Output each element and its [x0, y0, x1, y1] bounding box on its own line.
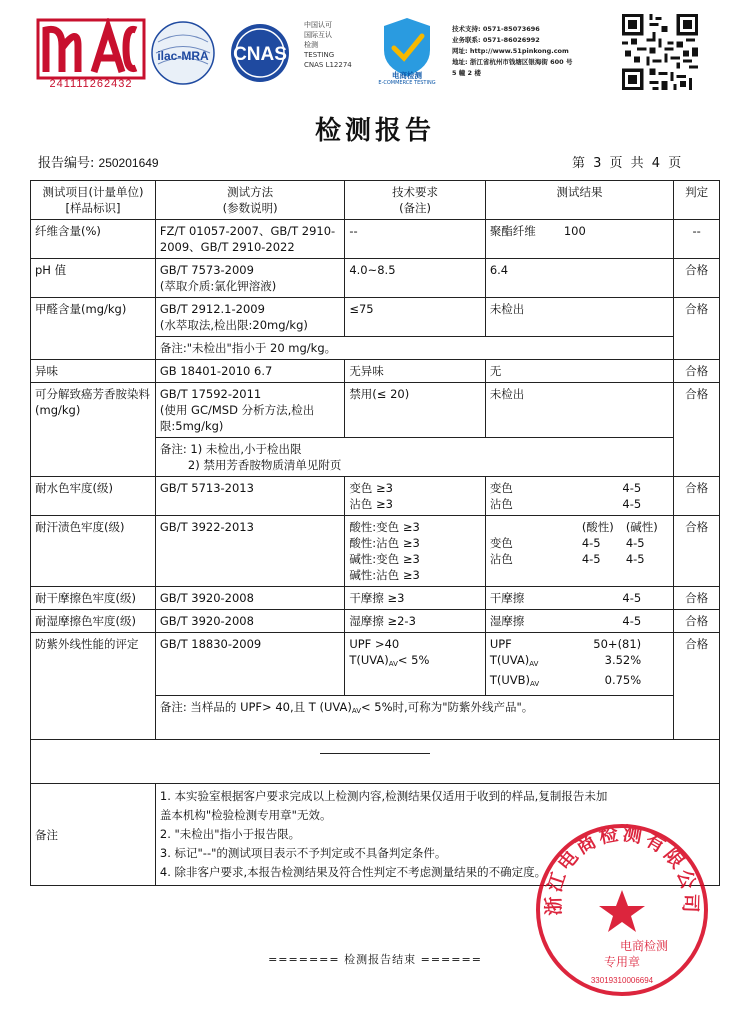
header-judgement: 判定: [674, 181, 720, 220]
method-dry-rub: GB/T 3920-2008: [155, 587, 344, 610]
method-odor: GB 18401-2010 6.7: [155, 360, 344, 383]
ecommerce-label: 电商检测: [392, 71, 422, 80]
table-row: [31, 220, 720, 259]
method-azo: GB/T 17592-2011 (使用 GC/MSD 分析方法,检出限:5mg/kg): [155, 383, 344, 438]
req-formaldehyde: ≤75: [345, 298, 486, 337]
req-dry-rub: 干摩擦 ≥3: [345, 587, 486, 610]
item-ph: pH 值: [31, 259, 156, 298]
table-row: [31, 610, 720, 633]
item-fiber: 纤维含量(%): [31, 220, 156, 259]
method-formaldehyde: GB/T 2912.1-2009 (水萃取法,检出限:20mg/kg): [155, 298, 344, 337]
item-water: 耐水色牢度(级): [31, 477, 156, 516]
header-item: 测试项目(计量单位) [样品标识]: [31, 181, 156, 220]
note-azo: 备注: 1) 未检出,小于检出限 2) 禁用芳香胺物质清单见附页: [155, 438, 673, 477]
req-fiber: --: [345, 220, 486, 259]
ilac-mra-logo: [150, 20, 216, 86]
note-formaldehyde: 备注:"未检出"指小于 20 mg/kg。: [155, 337, 673, 360]
req-odor: 无异味: [345, 360, 486, 383]
table-row: [31, 740, 720, 784]
table-row: [31, 633, 720, 696]
req-wet-rub: 湿摩擦 ≥2-3: [345, 610, 486, 633]
result-formaldehyde: 未检出: [485, 298, 673, 337]
result-dry-rub: 干摩擦 4-5: [485, 587, 673, 610]
result-wet-rub: 湿摩擦 4-5: [485, 610, 673, 633]
table-row: [31, 516, 720, 587]
table-row: [31, 259, 720, 298]
result-uv: UPF 50+(81) $T(UVA)_{AV}$ 3.52% $T(UVB)_{AV}$ 0.75%: [485, 633, 673, 696]
judge-fiber: --: [674, 220, 720, 259]
table-row: [31, 298, 720, 337]
item-odor: 异味: [31, 360, 156, 383]
table-header-row: [31, 181, 720, 220]
judge-azo: 合格: [674, 383, 720, 477]
judge-odor: 合格: [674, 360, 720, 383]
report-end-line: ======= 检测报告结束 ======: [268, 953, 482, 966]
method-water: GB/T 5713-2013: [155, 477, 344, 516]
table-row: [31, 477, 720, 516]
req-perspiration: 酸性:变色 ≥3 酸性:沾色 ≥3 碱性:变色 ≥3 碱性:沾色 ≥3: [345, 516, 486, 587]
result-odor: 无: [485, 360, 673, 383]
cma-code: 241111262432: [49, 78, 133, 90]
judge-perspiration: 合格: [674, 516, 720, 587]
judge-dry-rub: 合格: [674, 587, 720, 610]
req-azo: 禁用(≤ 20): [345, 383, 486, 438]
qr-code-icon[interactable]: [622, 14, 698, 90]
result-fiber: 聚酯纤维 100: [485, 220, 673, 259]
report-title: 检测报告: [314, 116, 435, 146]
judge-formaldehyde: 合格: [674, 298, 720, 360]
judge-uv: 合格: [674, 633, 720, 740]
judge-ph: 合格: [674, 259, 720, 298]
item-perspiration: 耐汗渍色牢度(级): [31, 516, 156, 587]
report-header: [0, 0, 750, 110]
req-uv: UPF >40 $T(UVA)_{AV}< 5\%$: [345, 633, 486, 696]
req-ph: 4.0~8.5: [345, 259, 486, 298]
header-requirement: 技术要求 (备注): [345, 181, 486, 220]
item-uv: 防紫外线性能的评定: [31, 633, 156, 740]
svg-text:浙江电商检测有限公司: 浙江电商检测有限公司: [542, 822, 702, 916]
note-uv: 备注: 当样品的 UPF> 40,且 T $(UVA)_{AV}< 5\%$时,可称为"防紫外线产品"。: [155, 696, 673, 740]
blank-divider-row: [31, 740, 720, 784]
page-info: 第 3 页 共 4 页: [572, 156, 684, 171]
judge-water: 合格: [674, 477, 720, 516]
method-perspiration: GB/T 3922-2013: [155, 516, 344, 587]
item-formaldehyde: 甲醛含量(mg/kg): [31, 298, 156, 360]
table-row: [31, 360, 720, 383]
method-ph: GB/T 7573-2009 (萃取介质:氯化钾溶液): [155, 259, 344, 298]
method-wet-rub: GB/T 3920-2008: [155, 610, 344, 633]
svg-text:33019310006694: 33019310006694: [590, 976, 654, 985]
item-wet-rub: 耐湿摩擦色牢度(级): [31, 610, 156, 633]
header-result: 测试结果: [485, 181, 673, 220]
cnas-text: 中国认可 国际互认 检测 TESTING CNAS L12274: [304, 21, 352, 69]
company-seal-stamp: [532, 820, 712, 1000]
table-row: [31, 587, 720, 610]
result-water: 变色 4-5 沾色 4-5: [485, 477, 673, 516]
req-water: 变色 ≥3 沾色 ≥3: [345, 477, 486, 516]
report-number: 报告编号: 250201649: [38, 156, 159, 171]
remarks-content: 1. 本实验室根据客户要求完成以上检测内容,检测结果仅适用于收到的样品,复制报告未加 盖本机构"检验检测专用章"无效。 2. "未检出"指小于报告限。 3. 标记"--"的测试项目表示不予判定或不具备判定条件。 4. 除非客户要求,本报告检测结果及符合性判定不考虑测量结果的不确定度。: [155, 784, 719, 886]
item-azo: 可分解致癌芳香胺染料(mg/kg): [31, 383, 156, 477]
test-results-table: [30, 180, 720, 886]
result-azo: 未检出: [485, 383, 673, 438]
svg-text:电商检测: 电商检测: [619, 939, 669, 953]
svg-text:CNAS: CNAS: [233, 44, 287, 65]
svg-text:专用章: 专用章: [603, 955, 641, 969]
remarks-label: 备注: [31, 784, 156, 886]
ecommerce-sub: E-COMMERCE TESTING: [378, 80, 436, 86]
judge-wet-rub: 合格: [674, 610, 720, 633]
header-method: 测试方法 (参数说明): [155, 181, 344, 220]
cnas-logo: [220, 22, 300, 84]
result-perspiration: (酸性) (碱性) 变色 4-5 4-5 沾色 4-5 4-5: [485, 516, 673, 587]
method-uv: GB/T 18830-2009: [155, 633, 344, 696]
method-fiber: FZ/T 01057-2007、GB/T 2910-2009、GB/T 2910-2022: [155, 220, 344, 259]
svg-text:ilac-MRA: ilac-MRA: [157, 49, 209, 63]
table-row: [31, 383, 720, 438]
item-dry-rub: 耐干摩擦色牢度(级): [31, 587, 156, 610]
result-ph: 6.4: [485, 259, 673, 298]
contact-info: 技术支持: 0571-85073696 业务联系: 0571-86026992 网址: http://www.51pinkong.com 地址: 浙江省杭州市钱塘区银海街 600 号 5 幢 2 楼: [452, 25, 573, 77]
divider-line: [320, 753, 430, 754]
